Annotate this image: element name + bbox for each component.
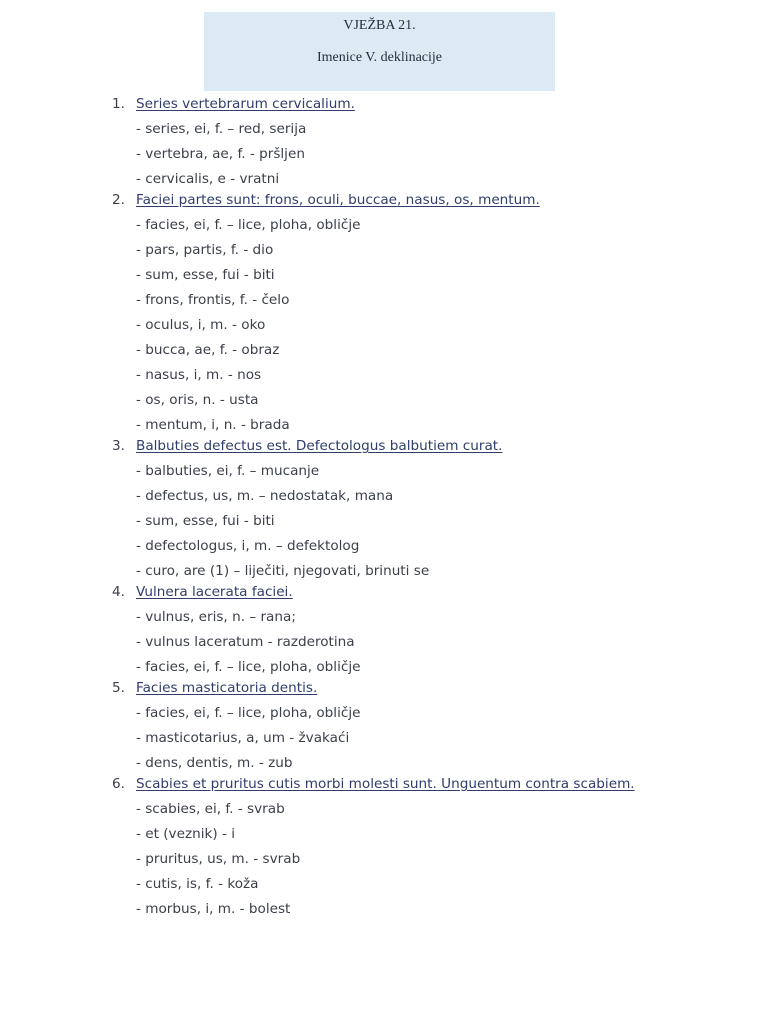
exercise-sentence: Series vertebrarum cervicalium.: [136, 96, 355, 112]
vocab-entry: - vulnus laceratum - razderotina: [136, 634, 355, 650]
vocab-entry: - frons, frontis, f. - čelo: [136, 292, 290, 308]
vocab-entry: - facies, ei, f. – lice, ploha, obličje: [136, 705, 361, 721]
vocab-entry: - masticotarius, a, um - žvakaći: [136, 730, 350, 746]
vocab-entry: - pruritus, us, m. - svrab: [136, 851, 301, 867]
vocab-entry: - oculus, i, m. - oko: [136, 317, 266, 333]
vocab-entry: - balbuties, ei, f. – mucanje: [136, 463, 320, 479]
vocab-entry: - cutis, is, f. - koža: [136, 876, 259, 892]
vocab-entry: - defectus, us, m. – nedostatak, mana: [136, 488, 394, 504]
vocab-entry: - cervicalis, e - vratni: [136, 171, 280, 187]
exercise-subtitle: Imenice V. deklinacije: [316, 50, 443, 65]
vocab-entry: - vertebra, ae, f. - pršljen: [136, 146, 305, 162]
exercise-number: 4.: [112, 584, 125, 600]
exercise-sentence: Scabies et pruritus cutis morbi molesti sunt. Unguentum contra scabiem.: [136, 776, 635, 792]
vocab-entry: - et (veznik) - i: [136, 826, 235, 842]
vocab-entry: - morbus, i, m. - bolest: [136, 901, 291, 917]
vocab-entry: - pars, partis, f. - dio: [136, 242, 274, 258]
exercise-number: 6.: [112, 776, 125, 792]
exercise-header: [204, 12, 555, 91]
vocab-entry: - curo, are (1) – liječiti, njegovati, brinuti se: [136, 563, 430, 579]
vocab-entry: - dens, dentis, m. - zub: [136, 755, 293, 771]
exercise-number: 1.: [112, 96, 125, 112]
vocab-entry: - vulnus, eris, n. – rana;: [136, 609, 296, 625]
exercise-number: 2.: [112, 192, 125, 208]
exercise-number: 5.: [112, 680, 125, 696]
vocab-entry: - bucca, ae, f. - obraz: [136, 342, 280, 358]
vocab-entry: - series, ei, f. – red, serija: [136, 121, 307, 137]
exercise-sentence: Facies masticatoria dentis.: [136, 680, 318, 696]
vocab-entry: - nasus, i, m. - nos: [136, 367, 262, 383]
vocab-entry: - mentum, i, n. - brada: [136, 417, 290, 433]
vocab-entry: - defectologus, i, m. – defektolog: [136, 538, 360, 554]
vocab-entry: - scabies, ei, f. - svrab: [136, 801, 285, 817]
exercise-sentence: Balbuties defectus est. Defectologus balbutiem curat.: [136, 438, 503, 454]
exercise-sentence: Faciei partes sunt: frons, oculi, buccae, nasus, os, mentum.: [136, 192, 540, 208]
vocab-entry: - sum, esse, fui - biti: [136, 513, 275, 529]
exercise-sentence: Vulnera lacerata faciei.: [136, 584, 293, 600]
vocab-entry: - os, oris, n. - usta: [136, 392, 259, 408]
exercise-title: VJEŽBA 21.: [343, 18, 416, 33]
vocab-entry: - sum, esse, fui - biti: [136, 267, 275, 283]
exercise-number: 3.: [112, 438, 125, 454]
vocab-entry: - facies, ei, f. – lice, ploha, obličje: [136, 217, 361, 233]
vocab-entry: - facies, ei, f. – lice, ploha, obličje: [136, 659, 361, 675]
